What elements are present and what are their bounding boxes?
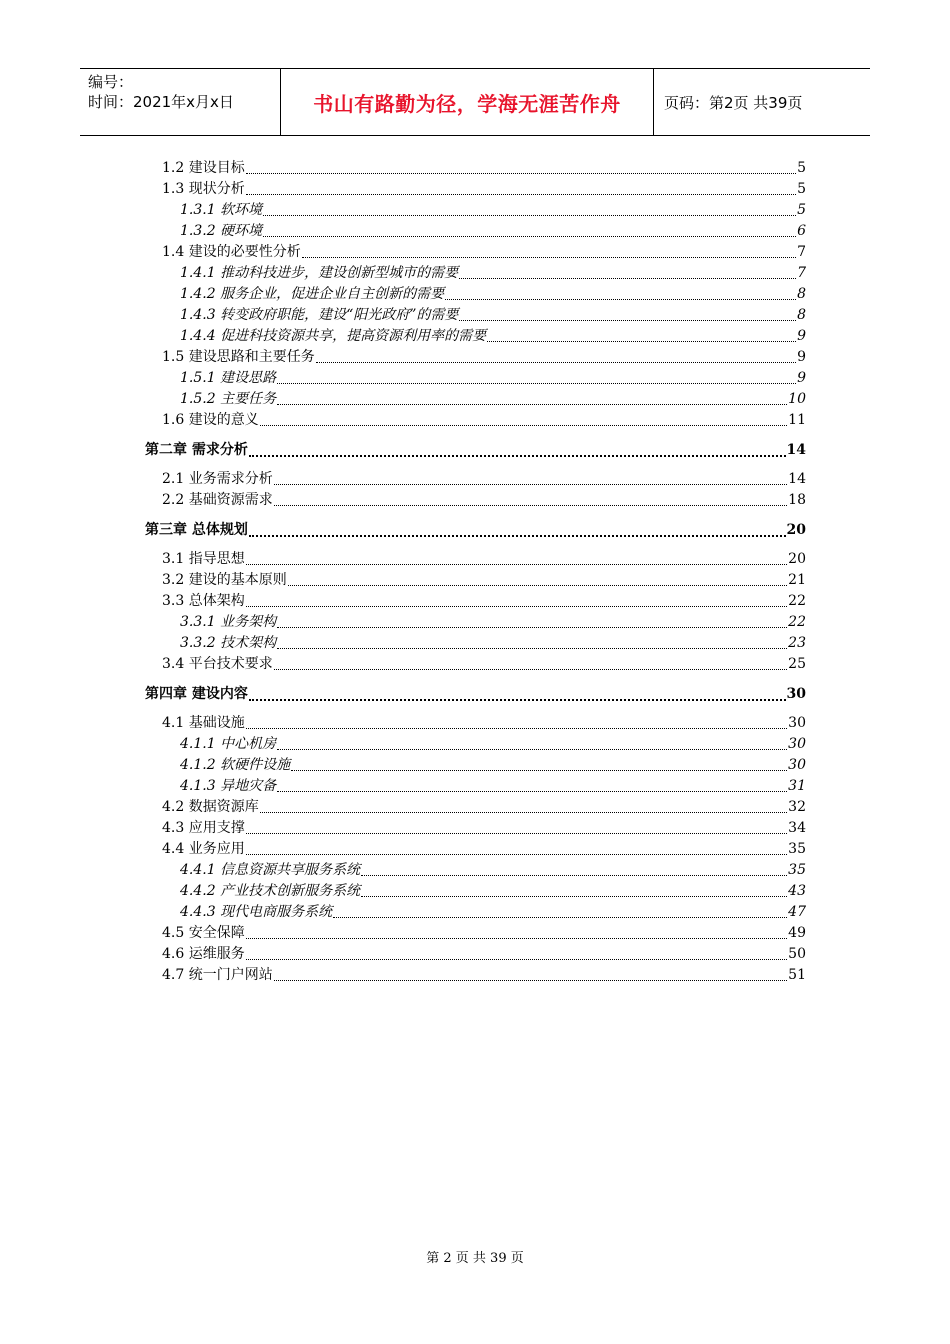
toc-leader-dots	[246, 179, 796, 195]
toc-leader-dots	[361, 860, 787, 876]
toc-entry-page: 30	[788, 736, 806, 752]
toc-entry[interactable]	[180, 755, 806, 775]
toc-entry-label: 1.5.1 建设思路	[180, 370, 277, 386]
toc-entry-label: 1.2 建设目标	[162, 160, 245, 176]
toc-entry-label: 4.1.2 软硬件设施	[180, 757, 291, 773]
toc-entry-page: 51	[788, 967, 806, 983]
toc-entry-page: 23	[788, 635, 806, 651]
header-motto: 书山有路勤为径，学海无涯苦作舟	[281, 69, 654, 135]
toc-entry[interactable]	[180, 200, 806, 220]
toc-entry-label: 4.4.3 现代电商服务系统	[180, 904, 333, 920]
toc-entry[interactable]	[162, 654, 806, 674]
toc-entry-page: 25	[788, 656, 806, 672]
toc-entry[interactable]	[162, 242, 806, 262]
toc-leader-dots	[246, 713, 787, 729]
toc-entry-page: 8	[797, 307, 806, 323]
toc-entry-page: 35	[788, 862, 806, 878]
toc-entry-label: 4.7 统一门户网站	[162, 967, 273, 983]
toc-entry-page: 43	[788, 883, 806, 899]
toc-leader-dots	[246, 818, 787, 834]
toc-entry-label: 2.2 基础资源需求	[162, 492, 273, 508]
toc-chapter-entry[interactable]	[145, 440, 806, 460]
toc-leader-dots	[277, 389, 787, 405]
toc-leader-dots	[274, 965, 787, 981]
toc-entry-label: 1.3.2 硬环境	[180, 223, 263, 239]
toc-leader-dots	[263, 200, 796, 216]
toc-chapter-entry[interactable]	[145, 684, 806, 704]
toc-entry[interactable]	[180, 389, 806, 409]
toc-entry[interactable]	[180, 902, 806, 922]
toc-leader-dots	[246, 944, 787, 960]
toc-entry-label: 3.1 指导思想	[162, 551, 245, 567]
toc-entry-page: 11	[788, 412, 806, 428]
toc-entry-label: 3.3.2 技术架构	[180, 635, 277, 651]
toc-leader-dots	[246, 923, 787, 939]
toc-entry[interactable]	[180, 612, 806, 632]
date-label: 时间：2021年x月x日	[88, 93, 234, 111]
toc-entry-label: 1.4.1 推动科技进步，建设创新型城市的需要	[180, 265, 459, 281]
toc-leader-dots	[445, 284, 796, 300]
toc-leader-dots	[277, 734, 787, 750]
toc-leader-dots	[260, 410, 787, 426]
toc-entry[interactable]	[162, 410, 806, 430]
toc-entry-page: 50	[788, 946, 806, 962]
toc-entry-page: 6	[797, 223, 806, 239]
toc-leader-dots	[246, 839, 787, 855]
toc-entry[interactable]	[162, 923, 806, 943]
toc-entry-label: 4.1.3 异地灾备	[180, 778, 277, 794]
toc-leader-dots	[277, 776, 787, 792]
toc-entry-page: 7	[797, 244, 806, 260]
toc-entry-label: 4.1.1 中心机房	[180, 736, 277, 752]
toc-entry[interactable]	[162, 490, 806, 510]
toc-entry-page: 9	[797, 328, 806, 344]
toc-entry-label: 3.3 总体架构	[162, 593, 245, 609]
toc-entry-page: 5	[797, 202, 806, 218]
toc-entry-page: 14	[788, 471, 806, 487]
toc-entry[interactable]	[180, 881, 806, 901]
toc-entry[interactable]	[162, 469, 806, 489]
toc-entry-label: 第四章 建设内容	[145, 686, 248, 702]
toc-entry-page: 35	[788, 841, 806, 857]
toc-entry[interactable]	[162, 944, 806, 964]
toc-entry[interactable]	[162, 158, 806, 178]
toc-entry[interactable]	[162, 818, 806, 838]
toc-entry-page: 9	[797, 349, 806, 365]
toc-entry[interactable]	[180, 633, 806, 653]
toc-leader-dots	[291, 755, 787, 771]
toc-leader-dots	[274, 490, 787, 506]
header-meta	[80, 69, 281, 135]
toc-entry[interactable]	[162, 965, 806, 985]
toc-entry-label: 第三章 总体规划	[145, 522, 248, 538]
toc-leader-dots	[288, 570, 787, 586]
page-footer: 第 2 页 共 39 页	[426, 1251, 524, 1266]
toc-entry-page: 5	[797, 160, 806, 176]
document-header	[80, 68, 870, 136]
toc-entry[interactable]	[162, 347, 806, 367]
toc-leader-dots	[246, 158, 796, 174]
toc-entry-label: 4.4.2 产业技术创新服务系统	[180, 883, 361, 899]
toc-entry[interactable]	[180, 263, 806, 283]
toc-entry-label: 1.4.3 转变政府职能，建设“阳光政府”的需要	[180, 307, 459, 323]
toc-entry-page: 32	[788, 799, 806, 815]
toc-entry-page: 30	[788, 757, 806, 773]
toc-entry-label: 1.3.1 软环境	[180, 202, 263, 218]
toc-chapter-entry[interactable]	[145, 520, 806, 540]
toc-entry[interactable]	[162, 570, 806, 590]
toc-entry-label: 4.5 安全保障	[162, 925, 245, 941]
toc-leader-dots	[249, 440, 786, 457]
toc-entry-page: 34	[788, 820, 806, 836]
toc-leader-dots	[316, 347, 796, 363]
toc-leader-dots	[459, 263, 796, 279]
toc-entry-page: 21	[788, 572, 806, 588]
toc-entry-label: 3.4 平台技术要求	[162, 656, 273, 672]
toc-entry-label: 4.4 业务应用	[162, 841, 245, 857]
toc-entry-page: 5	[797, 181, 806, 197]
toc-entry[interactable]	[162, 549, 806, 569]
toc-entry[interactable]	[162, 591, 806, 611]
toc-entry[interactable]	[180, 734, 806, 754]
toc-entry-label: 1.4.2 服务企业，促进企业自主创新的需要	[180, 286, 445, 302]
toc-entry-page: 9	[797, 370, 806, 386]
toc-entry-label: 4.1 基础设施	[162, 715, 245, 731]
toc-entry[interactable]	[180, 776, 806, 796]
toc-entry-label: 1.4 建设的必要性分析	[162, 244, 301, 260]
toc-leader-dots	[333, 902, 787, 918]
toc-entry-label: 1.3 现状分析	[162, 181, 245, 197]
toc-entry-label: 3.2 建设的基本原则	[162, 572, 287, 588]
toc-entry-page: 20	[788, 551, 806, 567]
toc-entry-page: 22	[788, 593, 806, 609]
toc-leader-dots	[361, 881, 787, 897]
toc-entry-page: 22	[788, 614, 806, 630]
toc-entry-page: 8	[797, 286, 806, 302]
toc-entry-label: 1.4.4 促进科技资源共享，提高资源利用率的需要	[180, 328, 487, 344]
toc-entry-label: 4.6 运维服务	[162, 946, 245, 962]
toc-entry-page: 30	[786, 686, 806, 702]
toc-leader-dots	[277, 612, 787, 628]
toc-entry-label: 4.2 数据资源库	[162, 799, 259, 815]
toc-entry-page: 47	[788, 904, 806, 920]
toc-leader-dots	[249, 684, 786, 701]
toc-entry[interactable]	[162, 713, 806, 733]
toc-entry[interactable]	[162, 839, 806, 859]
toc-leader-dots	[246, 549, 787, 565]
toc-entry[interactable]	[162, 179, 806, 199]
toc-leader-dots	[459, 305, 796, 321]
header-page-info: 页码：第2页 共39页	[664, 93, 803, 112]
toc-entry-page: 30	[788, 715, 806, 731]
toc-leader-dots	[249, 520, 786, 537]
toc-entry-page: 7	[797, 265, 806, 281]
toc-entry[interactable]	[180, 305, 806, 325]
toc-entry-page: 20	[786, 522, 806, 538]
toc-entry-label: 2.1 业务需求分析	[162, 471, 273, 487]
toc-entry-page: 31	[788, 778, 806, 794]
toc-entry[interactable]	[180, 221, 806, 241]
toc-leader-dots	[487, 326, 796, 342]
toc-entry[interactable]	[180, 284, 806, 304]
toc-entry[interactable]	[180, 860, 806, 880]
toc-leader-dots	[260, 797, 787, 813]
toc-entry-label: 1.5.2 主要任务	[180, 391, 277, 407]
toc-entry-page: 18	[788, 492, 806, 508]
toc-entry-label: 4.3 应用支撑	[162, 820, 245, 836]
toc-entry-page: 14	[786, 442, 806, 458]
number-label: 编号：	[88, 73, 134, 91]
toc-entry-label: 第二章 需求分析	[145, 442, 248, 458]
toc-leader-dots	[302, 242, 796, 258]
toc-leader-dots	[277, 633, 787, 649]
toc-entry-label: 4.4.1 信息资源共享服务系统	[180, 862, 361, 878]
toc-leader-dots	[263, 221, 796, 237]
toc-entry-label: 3.3.1 业务架构	[180, 614, 277, 630]
toc-entry[interactable]	[180, 326, 806, 346]
toc-entry-label: 1.5 建设思路和主要任务	[162, 349, 315, 365]
toc-entry-page: 49	[788, 925, 806, 941]
toc-entry-label: 1.6 建设的意义	[162, 412, 259, 428]
toc-entry-page: 10	[788, 391, 806, 407]
toc-entry[interactable]	[180, 368, 806, 388]
toc-entry[interactable]	[162, 797, 806, 817]
toc-leader-dots	[274, 654, 787, 670]
toc-leader-dots	[274, 469, 787, 485]
toc-leader-dots	[277, 368, 796, 384]
toc-leader-dots	[246, 591, 787, 607]
